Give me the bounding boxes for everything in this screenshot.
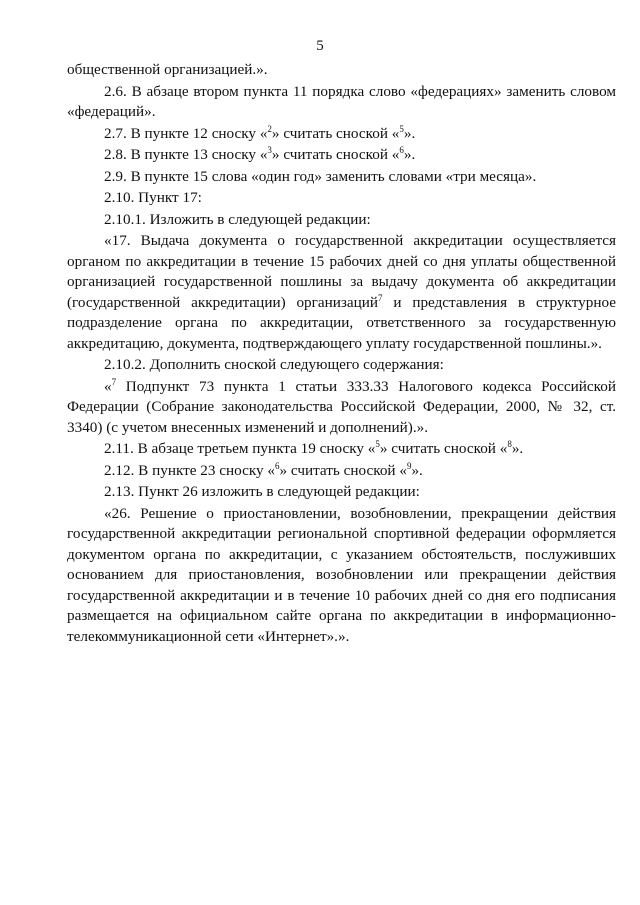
paragraph-2-10-1: 2.10.1. Изложить в следующей редакции:	[104, 210, 371, 228]
paragraph-continuation: общественной организацией.».	[67, 61, 268, 78]
page-number: 5	[316, 38, 324, 54]
document-body	[67, 60, 616, 647]
paragraph-2-6: 2.6. В абзаце втором пункта 11 порядка слово «федерациях» заменить словом «федераций».	[67, 82, 616, 120]
paragraph-footnote-7: «$^7$ Подпункт 73 пункта 1 статьи 333.33 Налогового кодекса Российской Федерации (Собрание законодательства Российской Федерации, 2000, № 32, ст. 3340) (с учетом внесенных изменений и дополнений).».	[67, 376, 616, 436]
paragraph-2-8: 2.8. В пункте 13 сноску «$^3$» считать сноской «$^6$».	[104, 144, 416, 163]
paragraph-2-11: 2.11. В абзаце третьем пункта 19 сноску «$^5$» считать сноской «$^8$».	[104, 438, 524, 457]
paragraph-2-9: 2.9. В пункте 15 слова «один год» заменить словами «три месяца».	[104, 167, 537, 185]
paragraph-item-26: «26. Решение о приостановлении, возобновлении, прекращении действия государственной аккредитации региональной спортивной федерации оформляется документом органа по аккредитации, с указанием обстоятельств, послуживших основанием для приостановления, возобновлении или прекращении действия государственной аккредитации и в течение 10 рабочих дней со дня его подписания размещается на официальном сайте органа по аккредитации в информационно-телекоммуникационной сети «Интернет».».	[67, 504, 616, 645]
paragraph-2-12: 2.12. В пункте 23 сноску «$^6$» считать сноской «$^9$».	[104, 460, 423, 479]
paragraph-2-10-2: 2.10.2. Дополнить сноской следующего содержания:	[104, 356, 444, 373]
paragraph-2-10: 2.10. Пункт 17:	[104, 189, 202, 206]
paragraph-2-13: 2.13. Пункт 26 изложить в следующей редакции:	[104, 483, 420, 500]
paragraph-2-7: 2.7. В пункте 12 сноску «$^2$» считать сноской «$^5$».	[104, 123, 416, 142]
paragraph-item-17: «17. Выдача документа о государственной аккредитации осуществляется органом по аккредитации в течение 15 рабочих дней со дня уплаты общественной организацией государственной пошлины за выдачу документа об аккредитации (государственной аккредитации) организаций$^7$ и представления в структурное подразделение органа по аккредитации, ответственного за государственную аккредитацию, документа, подтверждающего уплату государственной пошлины.».	[67, 232, 616, 352]
